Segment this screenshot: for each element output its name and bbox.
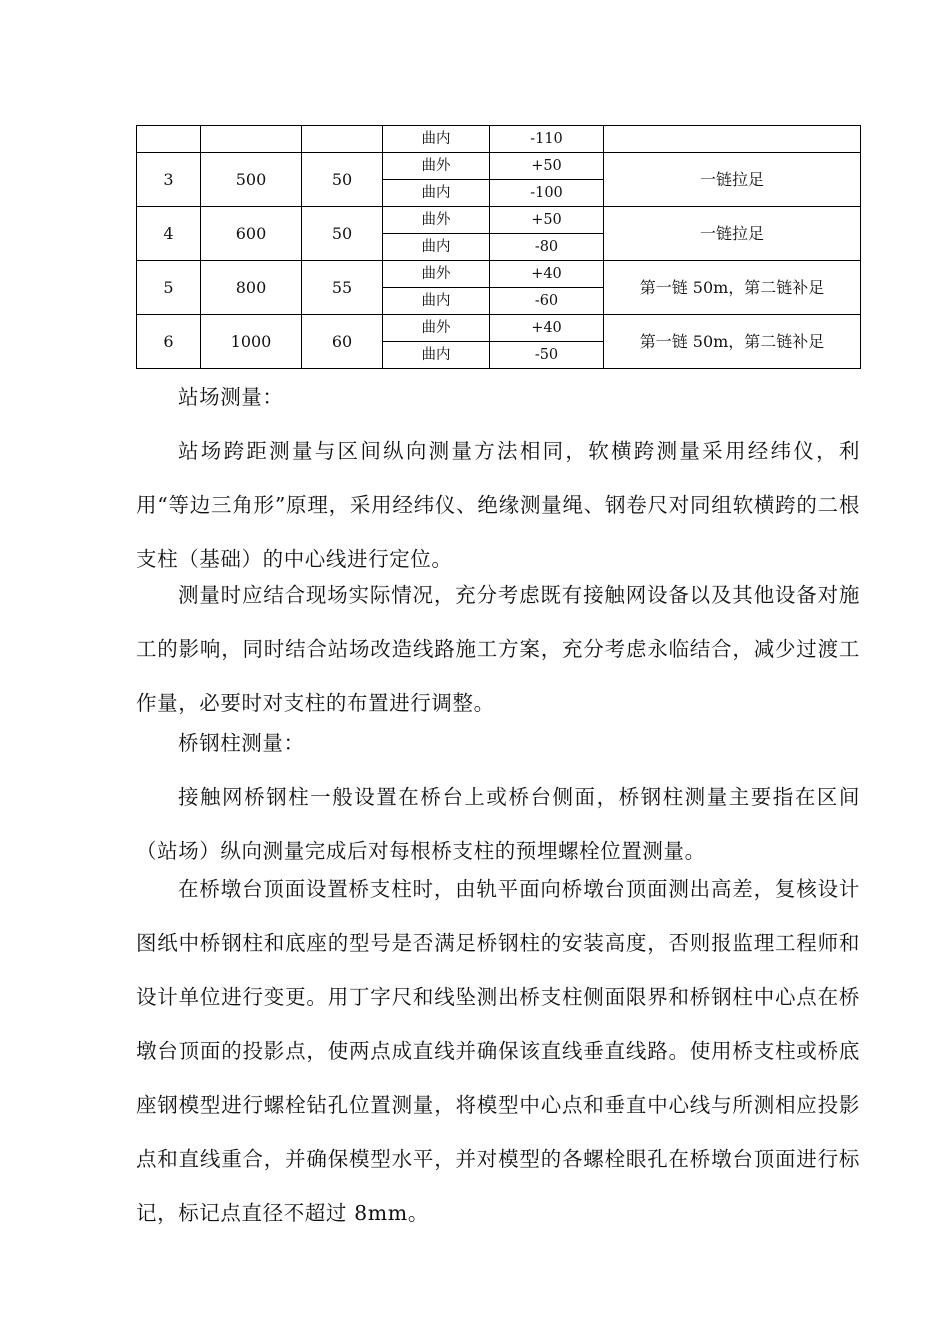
cell-position: 曲外 bbox=[383, 261, 490, 288]
heading-station-survey: 站场测量： bbox=[178, 385, 284, 409]
cell-offset: +50 bbox=[490, 207, 604, 234]
cell-offset: -100 bbox=[490, 180, 604, 207]
cell-radius bbox=[201, 126, 302, 153]
cell-offset: -110 bbox=[490, 126, 604, 153]
cell-offset: +40 bbox=[490, 261, 604, 288]
cell-position: 曲外 bbox=[383, 207, 490, 234]
table-row bbox=[137, 153, 861, 180]
cell-no: 3 bbox=[137, 153, 201, 207]
cell-position: 曲内 bbox=[383, 126, 490, 153]
cell-offset: -60 bbox=[490, 288, 604, 315]
cell-position: 曲内 bbox=[383, 180, 490, 207]
cell-offset: -80 bbox=[490, 234, 604, 261]
paragraph-station-survey: 站场跨距测量与区间纵向测量方法相同，软横跨测量采用经纬仪，利用“等边三角形”原理，采用经纬仪、绝缘测量绳、钢卷尺对同组软横跨的二根支柱（基础）的中心线进行定位。 bbox=[136, 439, 860, 571]
cell-offset: +50 bbox=[490, 153, 604, 180]
cell-value: 60 bbox=[302, 315, 383, 369]
cell-radius: 800 bbox=[201, 261, 302, 315]
cell-position: 曲内 bbox=[383, 342, 490, 369]
cell-note bbox=[604, 126, 861, 153]
paragraph-survey-notes: 测量时应结合现场实际情况，充分考虑既有接触网设备以及其他设备对施工的影响，同时结合站场改造线路施工方案，充分考虑永临结合，减少过渡工作量，必要时对支柱的布置进行调整。 bbox=[136, 583, 860, 715]
cell-no: 6 bbox=[137, 315, 201, 369]
cell-no: 4 bbox=[137, 207, 201, 261]
cell-value bbox=[302, 126, 383, 153]
paragraph-bridge-column-method: 在桥墩台顶面设置桥支柱时，由轨平面向桥墩台顶面测出高差，复核设计图纸中桥钢柱和底座的型号是否满足桥钢柱的安装高度，否则报监理工程师和设计单位进行变更。用丁字尺和线坠测出桥支柱侧面限界和桥钢柱中心点在桥墩台顶面的投影点，使两点成直线并确保该直线垂直线路。使用桥支柱或桥底座钢模型进行螺栓钻孔位置测量，将模型中心点和垂直中心线与所测相应投影点和直线重合，并确保模型水平，并对模型的各螺栓眼孔在桥墩台顶面进行标记，标记点直径不超过 8mm。 bbox=[136, 877, 860, 1225]
cell-note: 第一链 50m，第二链补足 bbox=[604, 315, 861, 369]
cell-note: 一链拉足 bbox=[604, 153, 861, 207]
table-row bbox=[137, 261, 861, 288]
cell-position: 曲外 bbox=[383, 315, 490, 342]
cell-offset: -50 bbox=[490, 342, 604, 369]
cell-radius: 600 bbox=[201, 207, 302, 261]
cell-no bbox=[137, 126, 201, 153]
table-row bbox=[137, 126, 861, 153]
cell-radius: 1000 bbox=[201, 315, 302, 369]
table-row bbox=[137, 315, 861, 342]
cell-value: 50 bbox=[302, 207, 383, 261]
cell-offset: +40 bbox=[490, 315, 604, 342]
heading-bridge-column-survey: 桥钢柱测量： bbox=[178, 731, 305, 755]
cell-radius: 500 bbox=[201, 153, 302, 207]
cell-note: 一链拉足 bbox=[604, 207, 861, 261]
cell-no: 5 bbox=[137, 261, 201, 315]
table-row bbox=[137, 207, 861, 234]
cell-position: 曲内 bbox=[383, 288, 490, 315]
cell-position: 曲外 bbox=[383, 153, 490, 180]
cell-value: 50 bbox=[302, 153, 383, 207]
spec-table bbox=[136, 125, 861, 369]
cell-note: 第一链 50m，第二链补足 bbox=[604, 261, 861, 315]
paragraph-bridge-column-intro: 接触网桥钢柱一般设置在桥台上或桥台侧面，桥钢柱测量主要指在区间（站场）纵向测量完成后对每根桥支柱的预埋螺栓位置测量。 bbox=[136, 785, 860, 863]
cell-value: 55 bbox=[302, 261, 383, 315]
cell-position: 曲内 bbox=[383, 234, 490, 261]
